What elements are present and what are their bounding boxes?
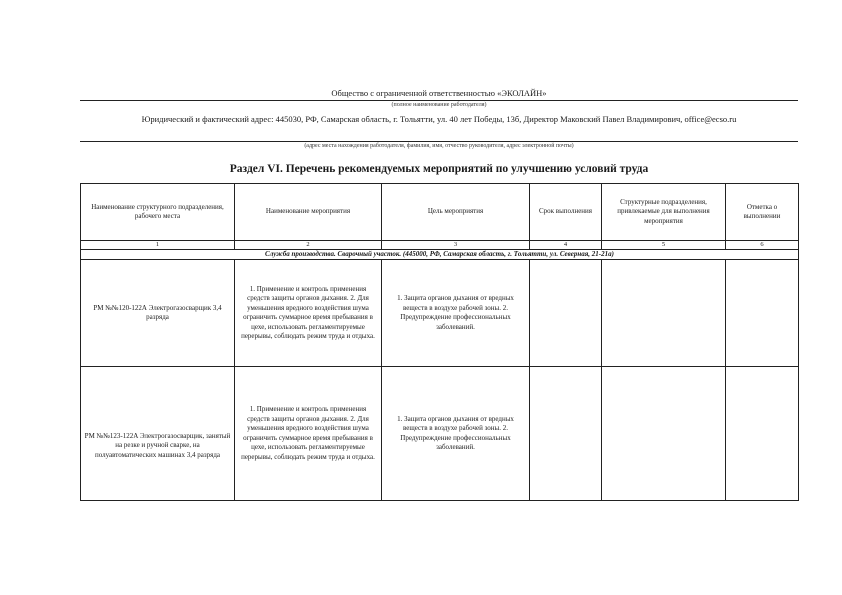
deadline-cell [530,260,602,367]
measures-cell: 1. Применение и контроль применения средств защиты органов дыхания. 2. Для уменьшения вредного воздействия шума ограничить суммарное время пребывания в цехе, использовать регламентируемые перерывы, соблюдать режим труда и отдыха. [235,367,382,501]
goal-cell: 1. Защита органов дыхания от вредных веществ в воздухе рабочей зоны. 2. Предупреждение профессиональных заболеваний. [382,367,530,501]
measures-cell: 1. Применение и контроль применения средств защиты органов дыхания. 2. Для уменьшения вредного воздействия шума ограничить суммарное время пребывания в цехе, использовать регламентируемые перерывы, соблюдать режим труда и отдыха. [235,260,382,367]
column-number: 2 [235,241,382,250]
column-header-measure: Наименование мероприятия [235,184,382,241]
column-number: 1 [81,241,235,250]
section-title: Раздел VI. Перечень рекомендуемых мероприятий по улучшению условий труда [229,163,649,175]
column-number: 6 [726,241,799,250]
column-header-mark: Отметка о выполнении [726,184,799,241]
column-header-goal: Цель мероприятия [382,184,530,241]
departments-cell [602,367,726,501]
department-subheading-row [81,250,799,260]
organization-caption: (полное наименование работодателя) [391,102,487,108]
measures-table [80,183,799,501]
column-number-row [81,241,799,250]
departments-cell [602,260,726,367]
table-row [81,260,799,367]
organization-address: Юридический и фактический адрес: 445030, РФ, Самарская область, г. Тольятти, ул. 40 лет Победы, 13б, Директор Маковский Павел Владимирович, office@ecso.ru [141,114,737,124]
goal-cell: 1. Защита органов дыхания от вредных веществ в воздухе рабочей зоны. 2. Предупреждение профессиональных заболеваний. [382,260,530,367]
workplace-cell: РМ №№123-122А Электрогазосварщик, занятый на резке и ручной сварке, на полуавтоматических машинах 3,4 разряда [81,367,235,501]
column-number: 3 [382,241,530,250]
mark-cell [726,260,799,367]
address-caption: (адрес места нахождения работодателя, фамилия, имя, отчество руководителя, адрес электронной почты) [304,143,574,149]
column-header-departments: Структурные подразделения, привлекаемые для выполнения мероприятия [602,184,726,241]
column-header-workplace: Наименование структурного подразделения, рабочего места [81,184,235,241]
organization-name: Общество с ограниченной ответственностью «ЭКОЛАЙН» [331,88,547,98]
column-number: 4 [530,241,602,250]
deadline-cell [530,367,602,501]
department-subheading: Служба производства. Сварочный участок. (445000, РФ, Самарская область, г. Тольятти, ул. Северная, 21-21а) [81,250,799,260]
workplace-cell: РМ №№120-122А Электрогазосварщик 3,4 разряда [81,260,235,367]
column-header-deadline: Срок выполнения [530,184,602,241]
column-number: 5 [602,241,726,250]
mark-cell [726,367,799,501]
table-row [81,367,799,501]
table-header-row [81,184,799,241]
